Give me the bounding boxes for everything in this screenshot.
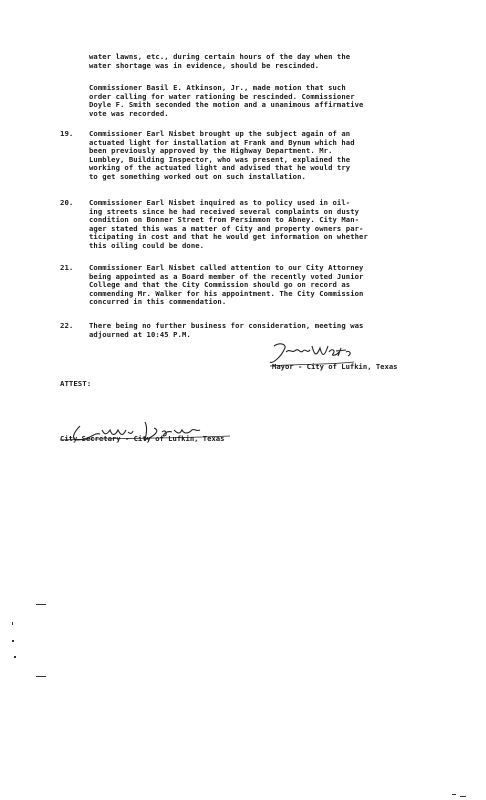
paragraph-22: There being no further business for consideration, meeting was adjourned at 10:45 P.M. (89, 321, 364, 339)
scan-mark (452, 794, 456, 795)
item-number-19: 19. (60, 129, 74, 138)
paragraph-19: Commissioner Earl Nisbet brought up the subject again of an actuated light for installation at Frank and Bynum which had been previously approved by the Highway Department. Mr. Lumbley, Building Inspector, who was present, explained the working of the actuated light and advised that he would try to get something worked out on such installation. (89, 129, 355, 181)
item-number-21: 21. (60, 263, 74, 272)
paragraph-20: Commissioner Earl Nisbet inquired as to policy used in oil- ing streets since he had received several complaints on dusty condition on Bonner Street from Persimmon to Abney. City Man- ager stated this was a matter of City and property owners par- ticipating in cost and that he would get information on whether this oiling could be done. (89, 198, 368, 250)
paragraph-continuation: water lawns, etc., during certain hours of the day when the water shortage was in evidence, should be rescinded. (89, 52, 351, 70)
scan-mark (36, 604, 46, 605)
paragraph-21: Commissioner Earl Nisbet called attention to our City Attorney being appointed as a Board member of the recently voted Junior College and that the City Commission should go on record as commending Mr. Walker for his appointment. The City Commission concurred in this commendation. (89, 263, 364, 307)
secretary-signature (60, 418, 240, 448)
scan-mark (12, 622, 13, 625)
scan-mark (36, 676, 46, 677)
paragraph-motion: Commissioner Basil E. Atkinson, Jr., made motion that such order calling for water rationing be rescinded. Commissioner Doyle F. Smith seconded the motion and a unanimous affirmative vote was recorded. (89, 83, 364, 118)
scan-mark (460, 796, 466, 797)
scan-mark (14, 656, 16, 658)
item-number-22: 22. (60, 321, 74, 330)
item-number-20: 20. (60, 198, 74, 207)
mayor-title: Mayor - City of Lufkin, Texas (272, 362, 398, 371)
secretary-title: City Secretary - City of Lufkin, Texas (60, 434, 225, 443)
scan-mark (12, 640, 14, 642)
attest-label: ATTEST: (60, 379, 92, 388)
